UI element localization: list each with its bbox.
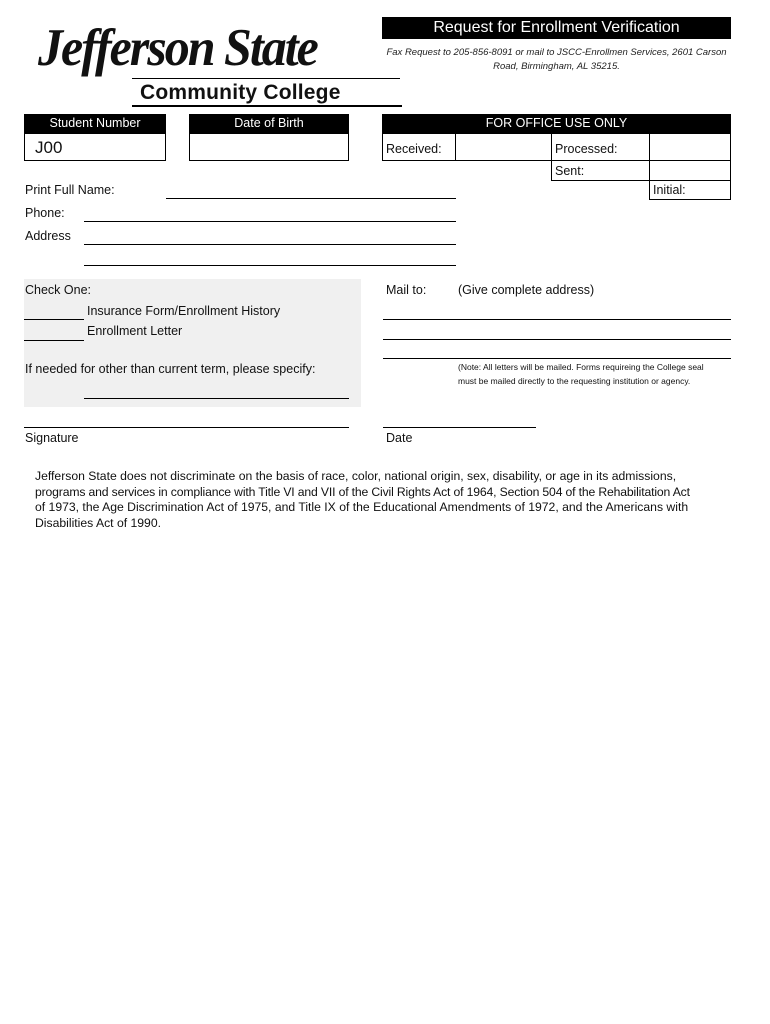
received-label: Received:	[386, 142, 442, 156]
received-cell	[382, 133, 456, 161]
nondiscrimination-statement	[35, 469, 745, 531]
address-line-1[interactable]	[84, 244, 456, 245]
fax-note-line1: Fax Request to 205-856-8091 or mail to JSCC-Enrollmen Services, 2601 Carson	[386, 47, 727, 58]
processed-field[interactable]	[649, 133, 731, 161]
disclaimer-line2: programs and services in compliance with Title VI and VII of the Civil Rights Act of 1964, Section 504 of the Rehabilitation Act	[35, 484, 690, 499]
address-label: Address	[25, 229, 71, 243]
mail-address-line-2[interactable]	[383, 339, 731, 340]
disclaimer-line4: Disabilities Act of 1990.	[35, 515, 162, 530]
insurance-form-blank[interactable]	[24, 319, 84, 320]
other-term-line[interactable]	[84, 398, 349, 399]
office-use-header: FOR OFFICE USE ONLY	[382, 114, 731, 133]
logo-subtitle: Community College	[140, 81, 341, 104]
check-one-label: Check One:	[25, 283, 92, 297]
mail-to-label: Mail to:	[386, 283, 427, 297]
initial-label: Initial:	[653, 183, 686, 197]
logo-rule	[132, 78, 400, 79]
address-line-2[interactable]	[84, 265, 456, 266]
form-title: Request for Enrollment Verification	[382, 17, 731, 39]
logo-script-text: Jefferson State	[38, 17, 317, 77]
full-name-label: Print Full Name:	[25, 183, 115, 197]
mail-address-line-3[interactable]	[383, 358, 731, 359]
date-label: Date	[386, 431, 413, 445]
processed-label: Processed:	[555, 142, 618, 156]
insurance-form-option: Insurance Form/Enrollment History	[87, 304, 281, 318]
check-one-panel	[24, 279, 361, 407]
received-field[interactable]	[455, 133, 552, 161]
dob-header: Date of Birth	[189, 114, 349, 133]
student-number-field[interactable]	[24, 133, 166, 161]
phone-label: Phone:	[25, 206, 65, 220]
initial-cell[interactable]	[649, 180, 731, 200]
signature-label: Signature	[25, 431, 79, 445]
fax-note-line2: Road, Birmingham, AL 35215.	[493, 61, 620, 72]
college-logo	[36, 14, 371, 109]
enrollment-letter-blank[interactable]	[24, 340, 84, 341]
mail-note-line1: (Note: All letters will be mailed. Forms requireing the College seal	[458, 362, 704, 372]
date-line[interactable]	[383, 427, 536, 428]
disclaimer-line3: of 1973, the Age Discrimination Act of 1975, and Title IX of the Educational Amendments of 1972, and the Americans with	[35, 500, 689, 514]
student-number-value: J00	[35, 138, 63, 157]
enrollment-letter-option: Enrollment Letter	[87, 324, 183, 338]
mail-note-line2: must be mailed directly to the requesting institution or agency.	[458, 376, 691, 386]
sent-label: Sent:	[555, 164, 585, 178]
full-name-line[interactable]	[166, 198, 456, 199]
sent-field[interactable]	[649, 160, 731, 181]
student-number-header: Student Number	[24, 114, 166, 133]
logo-underline	[132, 105, 402, 107]
other-term-label: If needed for other than current term, please specify:	[25, 362, 316, 376]
office-use-grid	[382, 133, 731, 200]
signature-line[interactable]	[24, 427, 349, 428]
mail-to-hint: (Give complete address)	[458, 283, 595, 297]
disclaimer-line1: Jefferson State does not discriminate on the basis of race, color, national origin, sex, disability, or age in its admissions,	[35, 469, 677, 483]
sent-cell	[551, 160, 650, 181]
processed-cell	[551, 133, 650, 161]
phone-line[interactable]	[84, 221, 456, 222]
dob-field[interactable]	[189, 133, 349, 161]
mail-address-line-1[interactable]	[383, 319, 731, 320]
